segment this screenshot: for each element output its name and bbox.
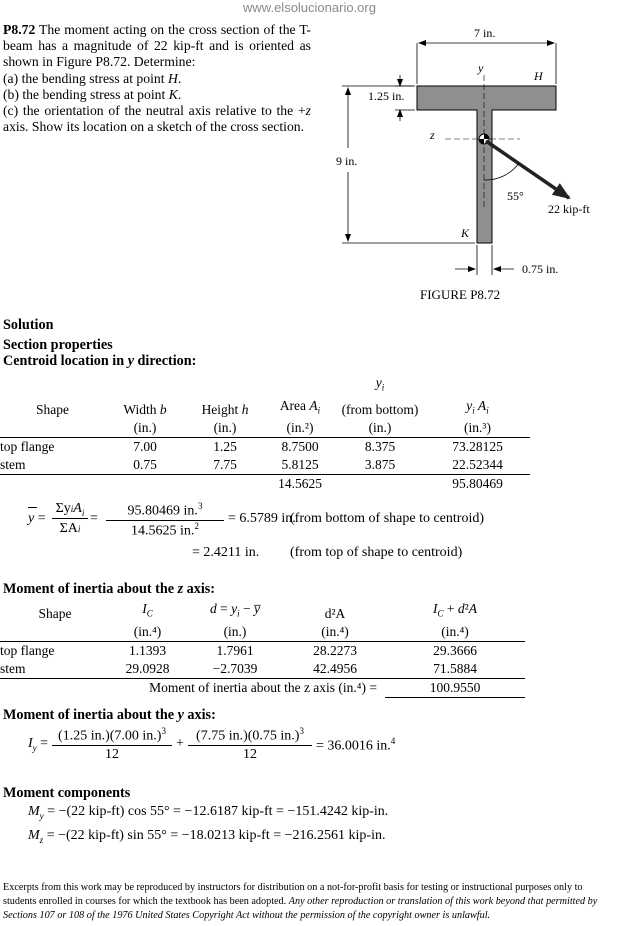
problem-number: P8.72 xyxy=(3,22,36,37)
dim-height: 9 in. xyxy=(336,154,358,168)
col-sum: $I_C + d^2A$ xyxy=(433,601,477,619)
table-row: stem 0.75 7.75 5.8125 3.875 22.52344 xyxy=(0,456,530,475)
watermark: www.elsolucionario.org xyxy=(243,0,376,15)
period: . xyxy=(177,70,182,86)
problem-statement xyxy=(3,22,311,135)
copyright-footer: Excerpts from this work may be reproduced by instructors for distribution on a not-for-profit basis for testing or instructional purposes only to students enrolled in courses for which the textbook has been adopted. Any other reproduction or translation of this work beyond that permitted by Sections 107 or 108 of the 1976 United States Copyright Act without the permission of the copyright owner is unlawful. xyxy=(3,882,598,921)
moment-components-heading: Moment components xyxy=(3,785,131,801)
inertia-y-equation: $I_y$ = (1.25 in.)(7.00 in.)$^3$ 12 + (7.75 in.)(0.75 in.)$^3$ 12 = 36.0016 in.$^4$ xyxy=(28,726,396,762)
solution-title: Solution xyxy=(3,317,54,333)
unit-h: (in.) xyxy=(213,420,237,436)
unit-ya: (in.³) xyxy=(464,420,491,436)
col-shape: Shape xyxy=(36,402,69,418)
table-row: top flange 1.1393 1.7961 28.2273 29.3666 xyxy=(0,642,477,658)
label-y: y xyxy=(478,61,484,75)
point-h: H xyxy=(167,70,178,86)
col-height: Height h xyxy=(201,402,249,418)
inertia-z-table: Shape $I_C$ $d = y_i$ − y̅ d²A $I_C + d^2A$ (in.⁴) (in.) (in.⁴) (in.⁴) top flange 1.1393 1.7961 28.2273 29.3666 stem 29.0928 −2.7039 42.4956 71.5884 Moment of inertia about the z axis (in.⁴) = 100.9550 xyxy=(0,600,525,698)
t-beam-figure xyxy=(320,20,619,310)
part-a: (a) the bending stress at point xyxy=(3,70,168,86)
unit-a: (in.²) xyxy=(286,420,314,436)
mz-equation: $M_z = -(22$ kip-ft) sin 55° = −18.0213 kip-ft = −216.2561 kip-in. xyxy=(28,828,386,845)
col-area: Area $A_i$ xyxy=(279,397,321,416)
label-z: z xyxy=(430,128,435,142)
point-k: K xyxy=(168,86,178,102)
col-yia: $y_i$ $A_i$ xyxy=(466,397,489,416)
inertia-z-heading: Moment of inertia about the z axis: xyxy=(3,581,216,597)
table-row: stem 29.0928 −2.7039 42.4956 71.5884 xyxy=(0,660,525,679)
col-shape: Shape xyxy=(38,605,72,621)
totals-row: 14.5625 95.80469 xyxy=(278,476,503,492)
inertia-y-heading: Moment of inertia about the y axis: xyxy=(3,707,216,723)
moment-arrow xyxy=(486,141,569,198)
unit-y: (in.) xyxy=(368,420,392,436)
section-properties-heading: Section properties xyxy=(3,337,113,353)
period: . xyxy=(177,86,182,102)
moment-label: 22 kip-ft xyxy=(548,202,590,216)
problem-text: The moment acting on the cross section of the T-beam has a magnitude of 22 kip-ft and is oriented as shown in Figure P8.72. Determine: xyxy=(3,22,311,70)
my-equation: $M_y = -(22$ kip-ft) cos 55° = −12.6187 kip-ft = −151.4242 kip-in. xyxy=(28,804,389,821)
col-ic: $I_C$ xyxy=(142,601,153,619)
angle-label: 55° xyxy=(507,189,524,203)
table-row: top flange 7.00 1.25 8.7500 8.375 73.28125 xyxy=(0,439,503,455)
t-section-shape xyxy=(417,86,556,243)
col-d2a: d²A xyxy=(324,605,346,621)
part-c: (c) the orientation of the neutral axis relative to the + xyxy=(3,103,306,119)
part-c-rest: axis. Show its location on a sketch of the cross section. xyxy=(3,119,305,135)
totals-row: Moment of inertia about the z axis (in.⁴) = 100.9550 xyxy=(0,678,525,697)
label-h: H xyxy=(534,69,543,83)
figure-caption: FIGURE P8.72 xyxy=(420,287,501,302)
centroid-heading: Centroid location in y direction: xyxy=(3,353,197,369)
dim-flange: 1.25 in. xyxy=(368,89,405,103)
unit-b: (in.) xyxy=(133,420,157,436)
z-axis: z xyxy=(305,103,311,119)
col-width: Width b xyxy=(123,402,167,418)
col-yi: (from bottom) xyxy=(341,402,419,418)
dim-stem: 0.75 in. xyxy=(522,262,559,276)
dim-width: 7 in. xyxy=(474,26,496,40)
col-d: $d = y_i$ − y̅ xyxy=(209,601,260,619)
part-b: (b) the bending stress at point xyxy=(3,86,169,102)
centroid-table: $y_i$ Shape Width b Height h Area $A_i$ (from bottom) $y_i$ $A_i$ (in.) (in.) (in.²) (in.) (in.³) top flange 7.00 1.25 8.7500 8.375 73.28125 stem 0.75 7.75 5.8125 3.875 22.52344 14.5625 95.80469 xyxy=(0,374,530,493)
label-k: K xyxy=(461,226,470,240)
